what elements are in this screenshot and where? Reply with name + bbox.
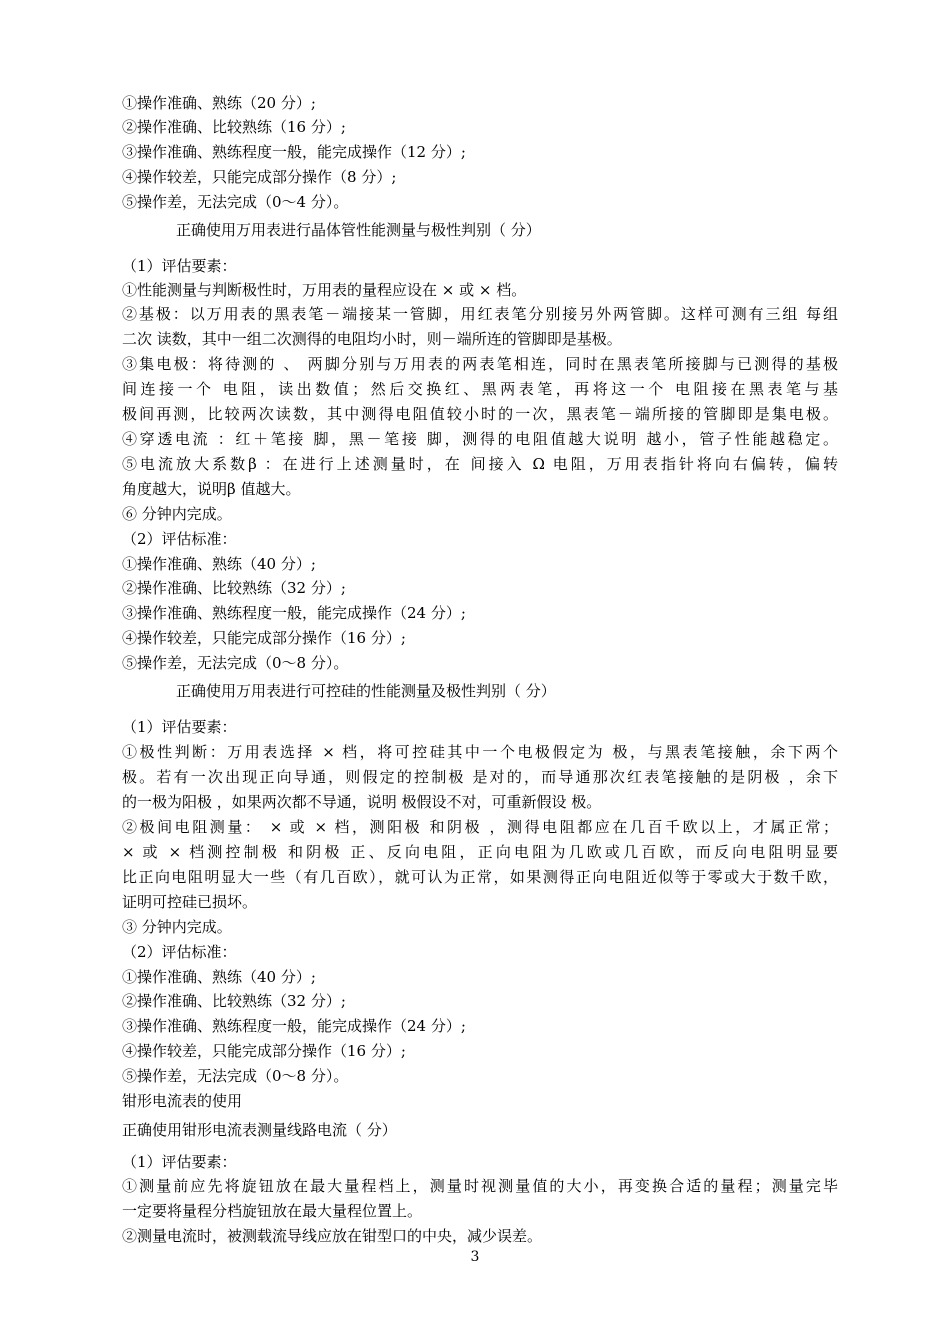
text-line: （1）评估要素：	[122, 718, 237, 736]
text-line: ④操作较差，只能完成部分操作（8 分）;	[122, 168, 397, 186]
text-line: ⑥ 分钟内完成。	[122, 505, 232, 523]
text-line: （2）评估标准：	[122, 943, 237, 961]
text-line: 正确使用钳形电流表测量线路电流（ 分）	[122, 1121, 397, 1139]
text-line: ⑤操作差，无法完成（0～4 分）。	[122, 193, 349, 211]
text-line: ③操作准确、熟练程度一般，能完成操作（24 分）;	[122, 1017, 466, 1035]
text-line: ①操作准确、熟练（40 分）;	[122, 968, 316, 986]
text-line: ①测量前应先将旋钮放在最大量程档上，测量时视测量值的大小，再变换合适的量程；测量完毕	[122, 1177, 838, 1195]
text-line: ②测量电流时，被测载流导线应放在钳型口的中央，减少误差。	[122, 1227, 543, 1245]
text-line: （1）评估要素：	[122, 257, 237, 275]
text-line: ①极性判断：万用表选择 × 档，将可控硅其中一个电极假定为 极，与黑表笔接触，余下两个	[122, 743, 838, 761]
text-line: ②操作准确、比较熟练（32 分）;	[122, 992, 346, 1010]
text-line: ②操作准确、比较熟练（32 分）;	[122, 579, 346, 597]
text-line: ②操作准确、比较熟练（16 分）;	[122, 118, 346, 136]
text-line: ①操作准确、熟练（20 分）;	[122, 94, 316, 112]
text-line: （1）评估要素：	[122, 1153, 237, 1171]
text-line: 二次 读数，其中一组二次测得的电阻均小时，则－端所连的管脚即是基极。	[122, 330, 622, 348]
text-line: ③集电极：将待测的 、 两脚分别与万用表的两表笔相连，同时在黑表笔所接脚与已测得的基极	[122, 355, 838, 373]
page-number: 3	[470, 1249, 480, 1265]
text-line: ⑤操作差，无法完成（0～8 分）。	[122, 1067, 349, 1085]
text-line: 正确使用万用表进行可控硅的性能测量及极性判别（ 分）	[176, 682, 556, 700]
text-line: 钳形电流表的使用	[122, 1092, 243, 1110]
text-line: ②基极：以万用表的黑表笔－端接某一管脚，用红表笔分别接另外两管脚。这样可测有三组 每组	[122, 305, 838, 323]
text-line: ③操作准确、熟练程度一般，能完成操作（12 分）;	[122, 143, 466, 161]
text-line: 极。若有一次出现正向导通，则假定的控制极 是对的，而导通那次红表笔接触的是阴极 ，余下	[122, 768, 838, 786]
text-line: 的一极为阳极 ，如果两次都不导通，说明 极假设不对，可重新假设 极。	[122, 793, 602, 811]
text-line: ④操作较差，只能完成部分操作（16 分）;	[122, 1042, 406, 1060]
text-line: 角度越大，说明β 值越大。	[122, 480, 301, 498]
text-line: ⑤操作差，无法完成（0～8 分）。	[122, 654, 349, 672]
text-line: （2）评估标准：	[122, 530, 237, 548]
text-line: ③ 分钟内完成。	[122, 918, 232, 936]
text-line: 间连接一个 电阻，读出数值；然后交换红、黑两表笔，再将这一个 电阻接在黑表笔与基	[122, 380, 838, 398]
text-line: 一定要将量程分档旋钮放在最大量程位置上。	[122, 1202, 423, 1220]
text-line: × 或 × 档测控制极 和阴极 正、反向电阻，正向电阻为几欧或几百欧，而反向电阻明显要	[122, 843, 838, 861]
text-line: ④操作较差，只能完成部分操作（16 分）;	[122, 629, 406, 647]
text-line: 比正向电阻明显大一些（有几百欧），就可认为正常，如果测得正向电阻近似等于零或大于数千欧，	[122, 868, 838, 886]
text-line: ③操作准确、熟练程度一般，能完成操作（24 分）;	[122, 604, 466, 622]
text-line: ①性能测量与判断极性时，万用表的量程应设在 × 或 × 档。	[122, 281, 527, 299]
text-line: 证明可控硅已损坏。	[122, 893, 258, 911]
text-line: ④穿透电流 ：红＋笔接 脚，黑－笔接 脚，测得的电阻值越大说明 越小，管子性能越稳定。	[122, 430, 838, 448]
text-line: ①操作准确、熟练（40 分）;	[122, 555, 316, 573]
text-line: ②极间电阻测量： × 或 × 档，测阳极 和阴极 ，测得电阻都应在几百千欧以上，才属正常；	[122, 818, 838, 836]
text-line: 正确使用万用表进行晶体管性能测量与极性判别（ 分）	[176, 221, 541, 239]
text-line: 极间再测，比较两次读数，其中测得电阻值较小时的一次，黑表笔－端所接的管脚即是集电极。	[122, 405, 838, 423]
text-line: ⑤电流放大系数β ：在进行上述测量时，在 间接入 Ω 电阻，万用表指针将向右偏转，偏转	[122, 455, 838, 473]
